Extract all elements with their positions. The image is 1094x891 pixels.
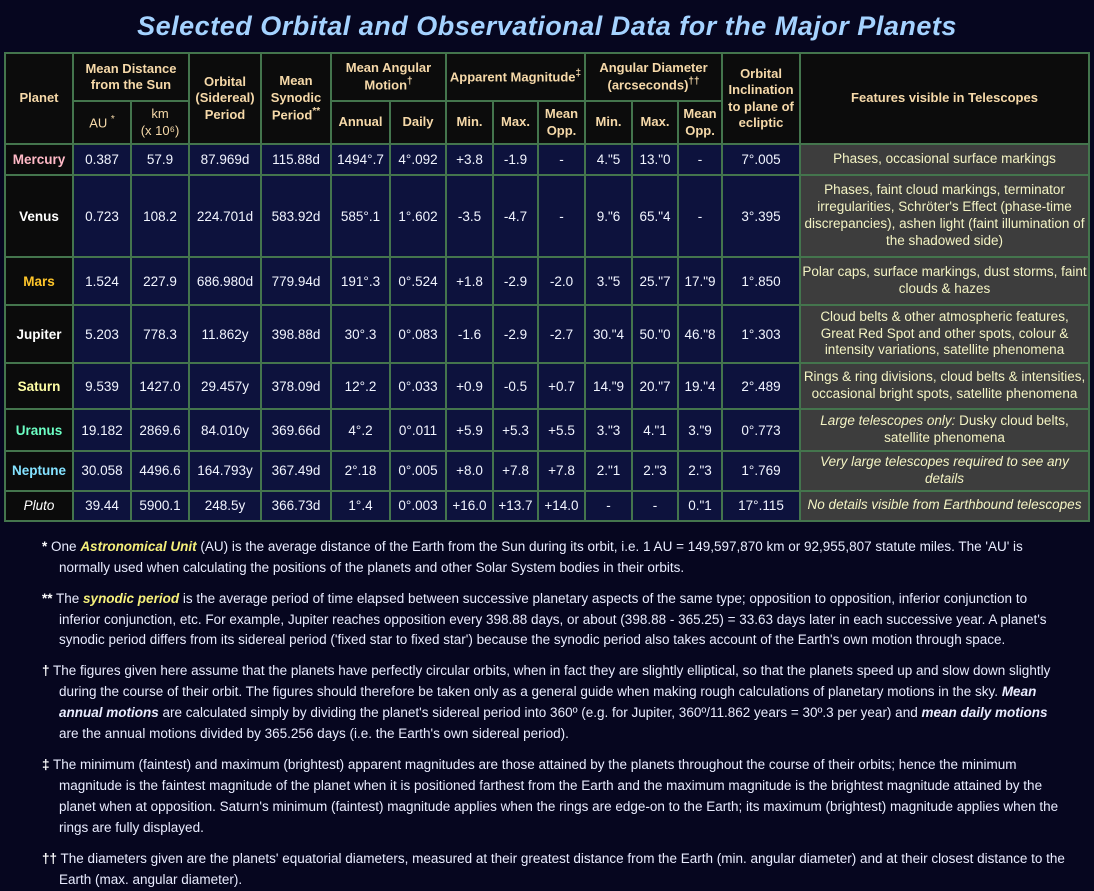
mean-distance-label: Mean Distance from the Sun	[85, 60, 177, 92]
data-cell: 224.701d	[189, 175, 261, 257]
data-cell: 13."0	[632, 144, 678, 175]
planet-name: Uranus	[15, 422, 63, 438]
footnote-text: (AU) is the average distance of the Earth from the Sun during its orbit, i.e. 1 AU = 149,597,870 km or 92,955,807 statute miles. The 'AU' is normally used when calculating the positions of the planets and other Solar System bodies in their orbits.	[59, 538, 1023, 575]
planet-name-cell	[5, 257, 73, 305]
data-cell: 583.92d	[261, 175, 331, 257]
col-header-mag-max: Max.	[493, 101, 538, 144]
data-cell: 0°.033	[390, 363, 446, 409]
col-header-synodic-period	[261, 53, 331, 144]
data-cell: 1°.850	[722, 257, 800, 305]
features-cell	[800, 409, 1089, 451]
data-cell: -	[538, 144, 585, 175]
data-cell: -3.5	[446, 175, 493, 257]
data-cell: -4.7	[493, 175, 538, 257]
planet-name: Mars	[23, 273, 55, 289]
features-text: Rings & ring divisions, cloud belts & intensities, occasional bright spots, satellite phenomena	[803, 369, 1086, 401]
features-text: Phases, faint cloud markings, terminator irregularities, Schröter's Effect (phase-time discrepancies), ashen light (faint illumination of the shadowed side)	[804, 182, 1085, 248]
data-cell: +1.8	[446, 257, 493, 305]
data-cell: 115.88d	[261, 144, 331, 175]
data-cell: 5.203	[73, 305, 131, 363]
orbital-period-label: Orbital (Sidereal) Period	[195, 74, 255, 122]
data-cell: 1°.769	[722, 451, 800, 491]
angular-diameter-footnote-marker: ††	[688, 76, 700, 88]
table-row	[5, 305, 1089, 363]
data-cell: +7.8	[493, 451, 538, 491]
footnote-text: are calculated simply by dividing the planet's sidereal period into 360º (e.g. for Jupiter, 360º/11.862 years = 30º.3 per year) and	[158, 705, 922, 721]
apparent-magnitude-footnote-marker: ‡	[575, 68, 582, 80]
data-cell: 3°.395	[722, 175, 800, 257]
data-cell: 20."7	[632, 363, 678, 409]
data-cell: 4°.2	[331, 409, 390, 451]
data-cell: 2°.489	[722, 363, 800, 409]
data-cell: 108.2	[131, 175, 189, 257]
planet-name: Neptune	[12, 463, 66, 479]
data-cell: 9.539	[73, 363, 131, 409]
footnote-marker: †	[42, 663, 50, 679]
col-header-mean-distance	[73, 53, 189, 101]
table-header	[5, 53, 1089, 144]
data-cell: +0.7	[538, 363, 585, 409]
data-cell: +14.0	[538, 491, 585, 521]
data-cell: 4."1	[632, 409, 678, 451]
data-cell: 778.3	[131, 305, 189, 363]
planet-name: Pluto	[23, 498, 55, 514]
data-cell: 3."5	[585, 257, 632, 305]
data-cell: 3."3	[585, 409, 632, 451]
data-cell: 0°.011	[390, 409, 446, 451]
footnote	[42, 661, 1068, 745]
data-cell: -	[585, 491, 632, 521]
data-cell: 50."0	[632, 305, 678, 363]
angular-motion-footnote-marker: †	[407, 76, 413, 88]
table-row	[5, 491, 1089, 521]
data-cell: +5.3	[493, 409, 538, 451]
data-cell: 1°.303	[722, 305, 800, 363]
planet-name: Jupiter	[16, 326, 62, 342]
data-cell: +3.8	[446, 144, 493, 175]
data-cell: +5.9	[446, 409, 493, 451]
data-cell: 14."9	[585, 363, 632, 409]
data-cell: +8.0	[446, 451, 493, 491]
data-cell: 4."5	[585, 144, 632, 175]
data-cell: 17."9	[678, 257, 722, 305]
col-header-planet: Planet	[5, 53, 73, 144]
data-cell: 0°.773	[722, 409, 800, 451]
data-cell: 17°.115	[722, 491, 800, 521]
planet-name-cell	[5, 144, 73, 175]
table-row	[5, 363, 1089, 409]
col-header-features	[800, 53, 1089, 144]
planet-name: Mercury	[12, 152, 66, 167]
col-header-apparent-magnitude	[446, 53, 585, 101]
planet-data-table	[4, 52, 1090, 522]
data-cell: +16.0	[446, 491, 493, 521]
footnote-text: Mean annual motions	[59, 684, 1037, 721]
synodic-period-label: Mean Synodic Period	[270, 73, 322, 123]
data-cell: 7°.005	[722, 144, 800, 175]
data-cell: 1.524	[73, 257, 131, 305]
data-cell: -	[632, 491, 678, 521]
angular-diameter-label: Angular Diameter	[599, 60, 708, 76]
footnote-text: The figures given here assume that the planets have perfectly circular orbits, when in fact they are slightly elliptical, so that the planets speed up and slow down slightly during the course of their orbit. The figures should therefore be taken only as a general guide when making rough calculations of planetary motions in the sky.	[53, 663, 1051, 700]
data-cell: 585°.1	[331, 175, 390, 257]
data-cell: 0."1	[678, 491, 722, 521]
data-cell: 87.969d	[189, 144, 261, 175]
data-cell: +13.7	[493, 491, 538, 521]
footnote	[42, 849, 1068, 891]
data-cell: 12°.2	[331, 363, 390, 409]
footnote-text: is the average period of time elapsed between successive planetary aspects of the same type; opposition to opposition, inferior conjunction to inferior conjunction, etc. For example, Jupiter reaches opposition every 398.88 days, or about (398.88 - 365.25) = 33.63 days later in each successive year. A planet's synodic period differs from its sidereal period ('fixed star to fixed star') because the synodic period also takes account of the Earth's own motion through space.	[59, 590, 1047, 648]
data-cell: 30."4	[585, 305, 632, 363]
features-text: Polar caps, surface markings, dust storms, faint clouds & hazes	[802, 264, 1087, 296]
col-header-diam-min: Min.	[585, 101, 632, 144]
col-header-angular-diameter	[585, 53, 722, 101]
footnote-text: are the annual motions divided by 365.256 days (i.e. the Earth's own sidereal period).	[59, 726, 569, 742]
data-cell: 65."4	[632, 175, 678, 257]
table-row	[5, 451, 1089, 491]
data-cell: 191°.3	[331, 257, 390, 305]
col-header-mag-mean-opp: Mean Opp.	[538, 101, 585, 144]
data-cell: +0.9	[446, 363, 493, 409]
data-cell: 378.09d	[261, 363, 331, 409]
data-cell: 30°.3	[331, 305, 390, 363]
data-cell: 5900.1	[131, 491, 189, 521]
data-cell: 3."9	[678, 409, 722, 451]
table-row	[5, 175, 1089, 257]
data-cell: +7.8	[538, 451, 585, 491]
col-header-angular-motion	[331, 53, 446, 101]
data-cell: 9."6	[585, 175, 632, 257]
data-cell: -2.7	[538, 305, 585, 363]
planet-name-cell	[5, 491, 73, 521]
data-cell: 57.9	[131, 144, 189, 175]
data-cell: 84.010y	[189, 409, 261, 451]
footnotes	[0, 522, 1094, 891]
data-cell: 0°.003	[390, 491, 446, 521]
data-cell: -1.9	[493, 144, 538, 175]
footnote-text: The diameters given are the planets' equatorial diameters, measured at their greatest distance from the Earth (min. angular diameter) and at their closest distance to the Earth (max. angular diameter).	[59, 850, 1065, 887]
col-header-orbital-period	[189, 53, 261, 144]
footnote-text: mean daily motions	[921, 705, 1048, 721]
features-text: Cloud belts & other atmospheric features, Great Red Spot and other spots, colour & intensity variations, satellite phenomena	[820, 308, 1069, 358]
data-cell: 248.5y	[189, 491, 261, 521]
inclination-label: Orbital Inclination to plane of ecliptic	[728, 66, 794, 130]
km-label: km	[151, 106, 169, 122]
data-cell: 1°.4	[331, 491, 390, 521]
col-header-diam-max: Max.	[632, 101, 678, 144]
col-header-au	[73, 101, 131, 144]
angular-diameter-unit-label: (arcseconds)	[607, 77, 689, 93]
au-footnote-marker: *	[110, 113, 115, 125]
au-label: AU	[89, 115, 108, 131]
footnote-text: The	[56, 590, 84, 606]
planet-name-cell	[5, 451, 73, 491]
data-cell: +5.5	[538, 409, 585, 451]
planet-name: Venus	[19, 208, 59, 224]
planet-name-cell	[5, 175, 73, 257]
data-cell: 0°.083	[390, 305, 446, 363]
data-cell: 0.723	[73, 175, 131, 257]
features-cell	[800, 491, 1089, 521]
features-label: Features visible in Telescopes	[851, 90, 1038, 106]
data-cell: 1°.602	[390, 175, 446, 257]
data-cell: 369.66d	[261, 409, 331, 451]
data-cell: 398.88d	[261, 305, 331, 363]
km-scale-label: (x 10⁶)	[140, 122, 180, 138]
col-header-mag-min: Min.	[446, 101, 493, 144]
features-cell	[800, 363, 1089, 409]
data-cell: -2.0	[538, 257, 585, 305]
angular-motion-label: Mean Angular Motion	[345, 60, 432, 93]
features-text: Large telescopes only:	[820, 413, 956, 429]
data-cell: 227.9	[131, 257, 189, 305]
data-cell: 0°.005	[390, 451, 446, 491]
data-cell: 0°.524	[390, 257, 446, 305]
table-row	[5, 144, 1089, 175]
apparent-magnitude-label: Apparent Magnitude	[449, 69, 576, 85]
data-cell: -2.9	[493, 257, 538, 305]
footnote	[42, 755, 1068, 839]
features-text: Very large telescopes required to see any details	[820, 454, 1069, 486]
footnote-marker: ‡	[42, 757, 50, 773]
col-header-daily: Daily	[390, 101, 446, 144]
data-cell: 4496.6	[131, 451, 189, 491]
data-cell: -1.6	[446, 305, 493, 363]
data-cell: 1494°.7	[331, 144, 390, 175]
data-cell: 39.44	[73, 491, 131, 521]
planet-name-cell	[5, 305, 73, 363]
features-cell	[800, 257, 1089, 305]
data-cell: 11.862y	[189, 305, 261, 363]
data-cell: 4°.092	[390, 144, 446, 175]
footnote	[42, 537, 1068, 579]
data-cell: -2.9	[493, 305, 538, 363]
data-cell: 1427.0	[131, 363, 189, 409]
planet-name-cell	[5, 409, 73, 451]
planet-name-cell	[5, 363, 73, 409]
data-cell: 29.457y	[189, 363, 261, 409]
col-header-annual: Annual	[331, 101, 390, 144]
planet-name: Saturn	[17, 378, 61, 394]
footnote-text: synodic period	[83, 590, 180, 606]
data-cell: -0.5	[493, 363, 538, 409]
features-cell	[800, 305, 1089, 363]
data-cell: 46."8	[678, 305, 722, 363]
page-title: Selected Orbital and Observational Data for the Major Planets	[137, 11, 957, 41]
footnote	[42, 589, 1068, 652]
data-cell: -	[678, 175, 722, 257]
data-cell: 30.058	[73, 451, 131, 491]
features-cell	[800, 175, 1089, 257]
data-cell: 2869.6	[131, 409, 189, 451]
footnote-text: One	[51, 538, 81, 554]
features-cell	[800, 144, 1089, 175]
data-cell: 2."3	[632, 451, 678, 491]
features-text: No details visible from Earthbound telescopes	[807, 497, 1082, 513]
table-row	[5, 257, 1089, 305]
col-header-inclination	[722, 53, 800, 144]
data-cell: 164.793y	[189, 451, 261, 491]
table-row	[5, 409, 1089, 451]
col-header-diam-mean-opp: Mean Opp.	[678, 101, 722, 144]
features-cell	[800, 451, 1089, 491]
data-cell: 0.387	[73, 144, 131, 175]
footnote-marker: *	[42, 538, 48, 554]
data-cell: 779.94d	[261, 257, 331, 305]
col-header-km	[131, 101, 189, 144]
data-cell: 19.182	[73, 409, 131, 451]
data-cell: 2."3	[678, 451, 722, 491]
footnote-marker: **	[42, 590, 53, 606]
data-cell: -	[678, 144, 722, 175]
data-cell: 25."7	[632, 257, 678, 305]
footnote-text: The minimum (faintest) and maximum (brightest) apparent magnitudes are those attained by the planets throughout the course of their orbits; hence the minimum magnitude is the faintest magnitude of the planet when it is positioned farthest from the Earth and the maximum magnitude is the brightest magnitude attained by the planet when at opposition. Saturn's minimum (faintest) magnitude applies when the rings are edge-on to the Earth; its maximum (brightest) magnitude applies when the rings are fully displayed.	[53, 757, 1059, 835]
footnote-text: Astronomical Unit	[80, 538, 197, 554]
features-text: Phases, occasional surface markings	[833, 151, 1056, 167]
table-body	[5, 144, 1089, 521]
features-text: Dusky cloud belts, satellite phenomena	[884, 413, 1069, 445]
synodic-footnote-marker: **	[312, 105, 321, 117]
footnote-marker: ††	[42, 850, 58, 866]
data-cell: 367.49d	[261, 451, 331, 491]
data-cell: 366.73d	[261, 491, 331, 521]
data-cell: -	[538, 175, 585, 257]
data-cell: 19."4	[678, 363, 722, 409]
data-cell: 2."1	[585, 451, 632, 491]
data-cell: 2°.18	[331, 451, 390, 491]
data-cell: 686.980d	[189, 257, 261, 305]
